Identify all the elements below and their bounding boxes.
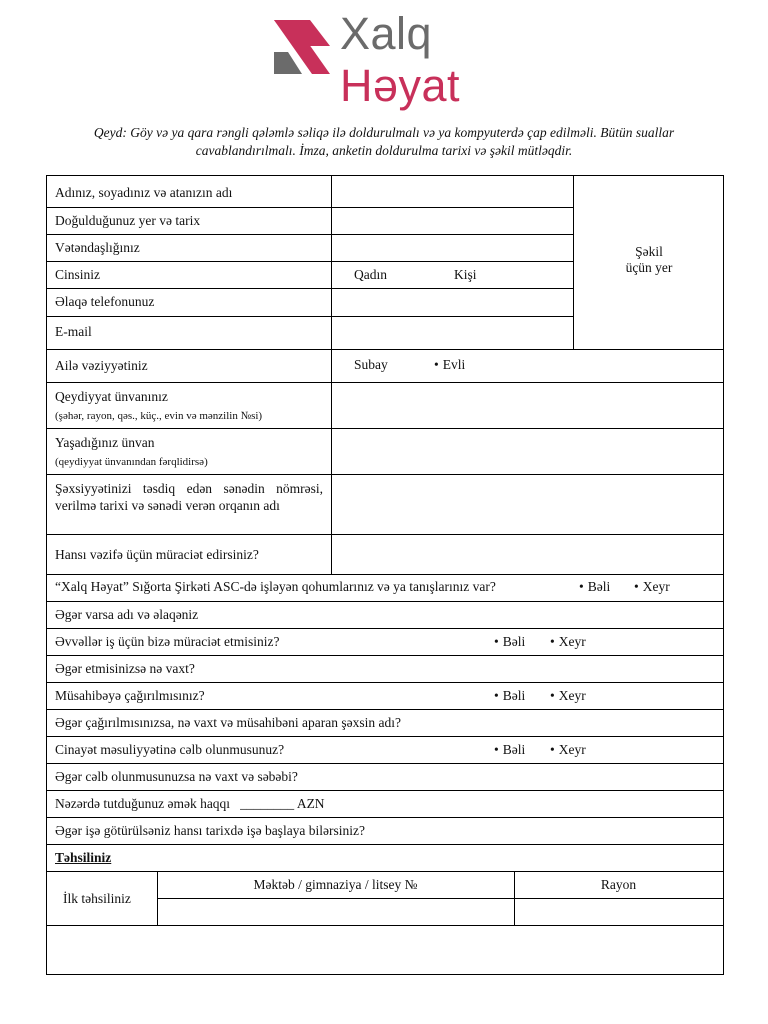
relatives-no[interactable]: • Xeyr [634,578,670,595]
label-interviewed: Müsahibəyə çağırılmısınız? [55,688,205,703]
col-school: Məktəb / gimnaziya / litsey № [253,877,418,892]
row-divider [47,817,723,818]
education-heading: Təhsiliniz [55,850,112,865]
option-female[interactable]: Qadın [354,267,387,282]
row-divider [47,474,723,475]
label-birth: Doğulduğunuz yer və tarix [55,213,201,228]
label-email: E-mail [55,324,92,339]
row-divider [47,844,723,845]
photo-placeholder [573,176,724,350]
label-interviewed-details: Əgər çağırılmısınızsa, nə vaxt və müsahibəni aparan şəxsin adı? [55,715,402,730]
photo-label-2: üçün yer [625,260,673,275]
col-district: Rayon [600,877,637,892]
row-divider [47,574,723,575]
row-divider [47,709,723,710]
label-gender: Cinsiniz [55,267,101,282]
row-divider [47,261,573,262]
option-married[interactable]: • Evli [434,356,465,373]
row-divider [47,655,723,656]
criminal-no[interactable]: • Xeyr [550,741,586,758]
option-single[interactable]: Subay [354,357,388,372]
label-criminal: Cinayət məsuliyyətinə cəlb olunmusunuz? [55,742,285,757]
label-start-date: Əgər işə götürülsəniz hansı tarixdə işə başlaya bilərsiniz? [55,823,366,838]
photo-border-right [723,176,725,349]
instructions-note: Qeyd: Göy və ya qara rəngli qələmlə səliqə ilə doldurulmalı və ya kompyuterdə çap edilməli. Bütün suallar cavablandırılmalı. İmza, anketin doldurulma tarixi və şəkil mütləqdir. [93,125,675,158]
row-divider [47,316,573,317]
row-divider [47,925,723,926]
divider-position [331,534,332,574]
label-live-address: Yaşadığınız ünvan [55,435,155,450]
label-name: Adınız, soyadınız və atanızın adı [55,185,233,200]
label-citizenship: Vətəndaşlığınız [55,240,140,255]
label-applied-when: Əgər etmisinizsə nə vaxt? [55,661,195,676]
criminal-yes[interactable]: • Bəli [494,741,525,758]
label-relatives-details: Əgər varsa adı və əlaqəniz [55,607,199,622]
divider-top [331,176,332,349]
row-divider [47,790,723,791]
label-relatives: “Xalq Həyat” Sığorta Şirkəti ASC-də işləyən qohumlarınız və ya tanışlarınız var? [55,579,496,594]
label-reg-address: Qeydiyyat ünvanınız [55,389,168,404]
photo-label-1: Şəkil [635,244,663,259]
logo-mark-icon [272,18,332,78]
row-divider [47,428,723,429]
row-divider [47,207,573,208]
label-salary: Nəzərdə tutduğunuz əmək haqqı ________ AZN [55,796,325,811]
label-primary-education: İlk təhsiliniz [63,891,131,906]
hint-live-address: (qeydiyyat ünvanından fərqlidirsə) [55,456,208,468]
label-id-doc: Şəxsiyyətinizi təsdiq edən sənədin nömrəsi, verilmə tarixi və sənədi verən orqanın adı [55,481,323,513]
row-divider [47,349,723,350]
row-divider [47,601,723,602]
row-divider [47,628,723,629]
applied-no[interactable]: • Xeyr [550,633,586,650]
label-position: Hansı vəzifə üçün müraciət edirsiniz? [55,547,259,562]
row-divider [47,382,723,383]
application-form [46,175,724,975]
label-criminal-details: Əgər cəlb olunmusunuzsa nə vaxt və səbəbi? [55,769,298,784]
label-applied-before: Əvvəllər iş üçün bizə müraciət etmisiniz? [55,634,280,649]
row-divider [47,682,723,683]
logo-text-heyat: Həyat [340,60,461,111]
row-divider [47,288,573,289]
logo-text-xalq: Xalq [340,8,433,59]
label-phone: Əlaqə telefonunuz [55,294,155,309]
row-divider [47,871,723,872]
row-divider [47,736,723,737]
row-divider [47,534,723,535]
interviewed-yes[interactable]: • Bəli [494,687,525,704]
company-logo [270,8,500,114]
row-divider [157,898,723,899]
option-male[interactable]: Kişi [454,267,477,282]
relatives-yes[interactable]: • Bəli [579,578,610,595]
row-divider [47,763,723,764]
divider-middle [331,349,332,534]
applied-yes[interactable]: • Bəli [494,633,525,650]
label-marital: Ailə vəziyyətiniz [55,358,148,373]
hint-reg-address: (şəhər, rayon, qəs., küç., evin və mənzilin №si) [55,410,263,422]
interviewed-no[interactable]: • Xeyr [550,687,586,704]
row-divider [47,234,573,235]
